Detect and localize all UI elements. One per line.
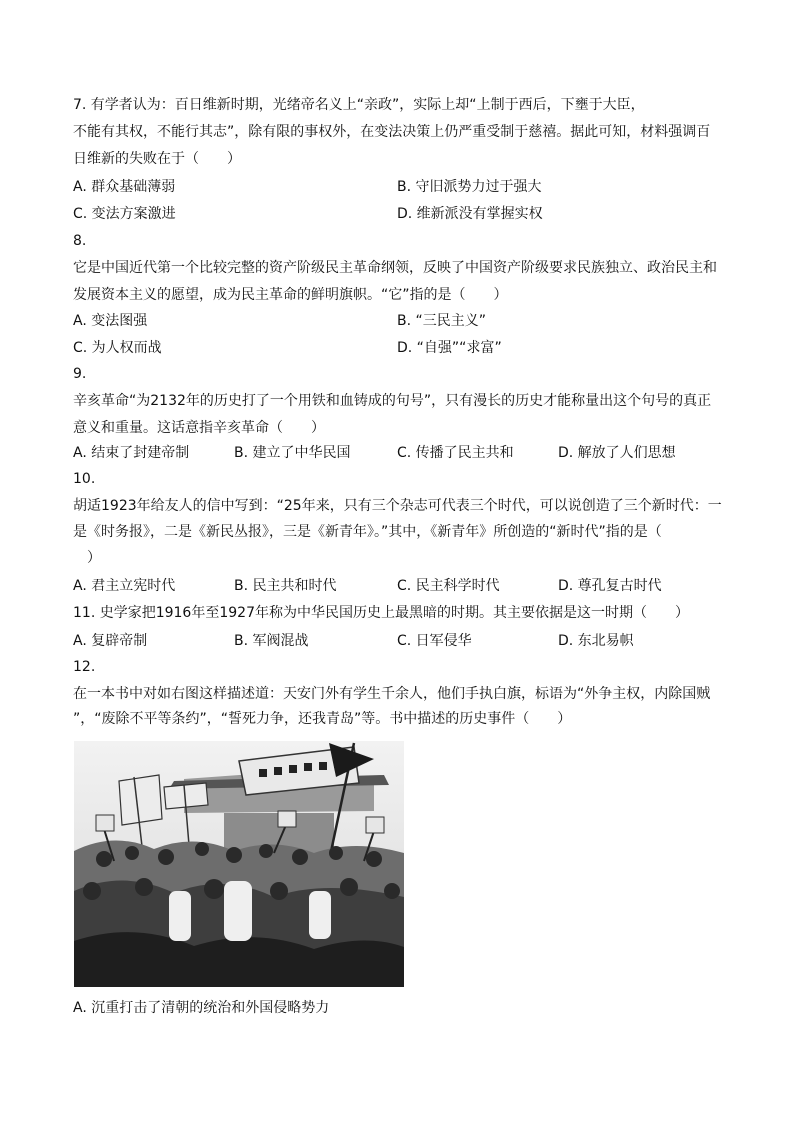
q8-stem-line-1: 它是中国近代第一个比较完整的资产阶级民主革命纲领，反映了中国资产阶级要求民族独立、政治民主和 bbox=[73, 260, 717, 276]
q8-option-c: C. 为人权而战 bbox=[73, 340, 162, 356]
q10-option-a: A. 君主立宪时代 bbox=[73, 578, 176, 594]
q7-option-d: D. 维新派没有掌握实权 bbox=[397, 206, 543, 222]
q7-option-c: C. 变法方案激进 bbox=[73, 206, 176, 222]
q11-option-d: D. 东北易帜 bbox=[558, 633, 634, 649]
q11-stem-line-1: 11. 史学家把1916年至1927年称为中华民国历史上最黑暗的时期。其主要依据是这一时期（ ） bbox=[73, 605, 689, 621]
q9-option-d: D. 解放了人们思想 bbox=[558, 445, 676, 461]
q12-number: 12. bbox=[73, 659, 96, 675]
q10-stem-line-3: ） bbox=[73, 550, 101, 566]
q9-stem-line-1: 辛亥革命“为2132年的历史打了一个用铁和血铸成的句号”，只有漫长的历史才能称量出这个句号的真正 bbox=[73, 393, 712, 409]
q10-option-c: C. 民主科学时代 bbox=[397, 578, 500, 594]
q12-option-a: A. 沉重打击了清朝的统治和外国侵略势力 bbox=[73, 1000, 330, 1016]
q10-number: 10. bbox=[73, 471, 96, 487]
q7-option-b: B. 守旧派势力过于强大 bbox=[397, 179, 542, 195]
q12-stem-line-2: ”，“废除不平等条约”，“誓死力争，还我青岛”等。书中描述的历史事件（ ） bbox=[73, 711, 572, 727]
q11-option-c: C. 日军侵华 bbox=[397, 633, 472, 649]
q8-number: 8. bbox=[73, 233, 87, 249]
historical-protest-photo bbox=[74, 741, 404, 987]
q9-option-c: C. 传播了民主共和 bbox=[397, 445, 514, 461]
q11-option-a: A. 复辟帝制 bbox=[73, 633, 148, 649]
q10-option-b: B. 民主共和时代 bbox=[234, 578, 337, 594]
q12-stem-line-1: 在一本书中对如右图这样描述道：天安门外有学生千余人，他们手执白旗，标语为“外争主权，内除国贼 bbox=[73, 686, 711, 702]
q10-stem-line-1: 胡适1923年给友人的信中写到：“25年来，只有三个杂志可代表三个时代，可以说创造了三个新时代：一 bbox=[73, 498, 722, 514]
q8-option-a: A. 变法图强 bbox=[73, 313, 148, 329]
q7-stem-line-1: 7. 有学者认为：百日维新时期，光绪帝名义上“亲政”，实际上却“上制于西后，下壅于大臣， bbox=[73, 97, 645, 113]
q9-option-a: A. 结束了封建帝制 bbox=[73, 445, 190, 461]
q11-option-b: B. 军阀混战 bbox=[234, 633, 309, 649]
q7-stem-line-2: 不能有其权，不能行其志”，除有限的事权外，在变法决策上仍严重受制于慈禧。据此可知，材料强调百 bbox=[73, 124, 711, 140]
q8-option-b: B. “三民主义” bbox=[397, 313, 487, 329]
q8-stem-line-2: 发展资本主义的愿望，成为民主革命的鲜明旗帜。“它”指的是（ ） bbox=[73, 287, 508, 303]
q7-option-a: A. 群众基础薄弱 bbox=[73, 179, 176, 195]
q9-stem-line-2: 意义和重量。这话意指辛亥革命（ ） bbox=[73, 420, 325, 436]
q8-option-d: D. “自强”“求富” bbox=[397, 340, 502, 356]
q10-stem-line-2: 是《时务报》，二是《新民丛报》，三是《新青年》。”其中，《新青年》所创造的“新时代”指的是（ bbox=[73, 524, 662, 540]
q7-stem-line-3: 日维新的失败在于（ ） bbox=[73, 151, 241, 167]
q9-number: 9. bbox=[73, 366, 87, 382]
q9-option-b: B. 建立了中华民国 bbox=[234, 445, 351, 461]
q10-option-d: D. 尊孔复古时代 bbox=[558, 578, 662, 594]
